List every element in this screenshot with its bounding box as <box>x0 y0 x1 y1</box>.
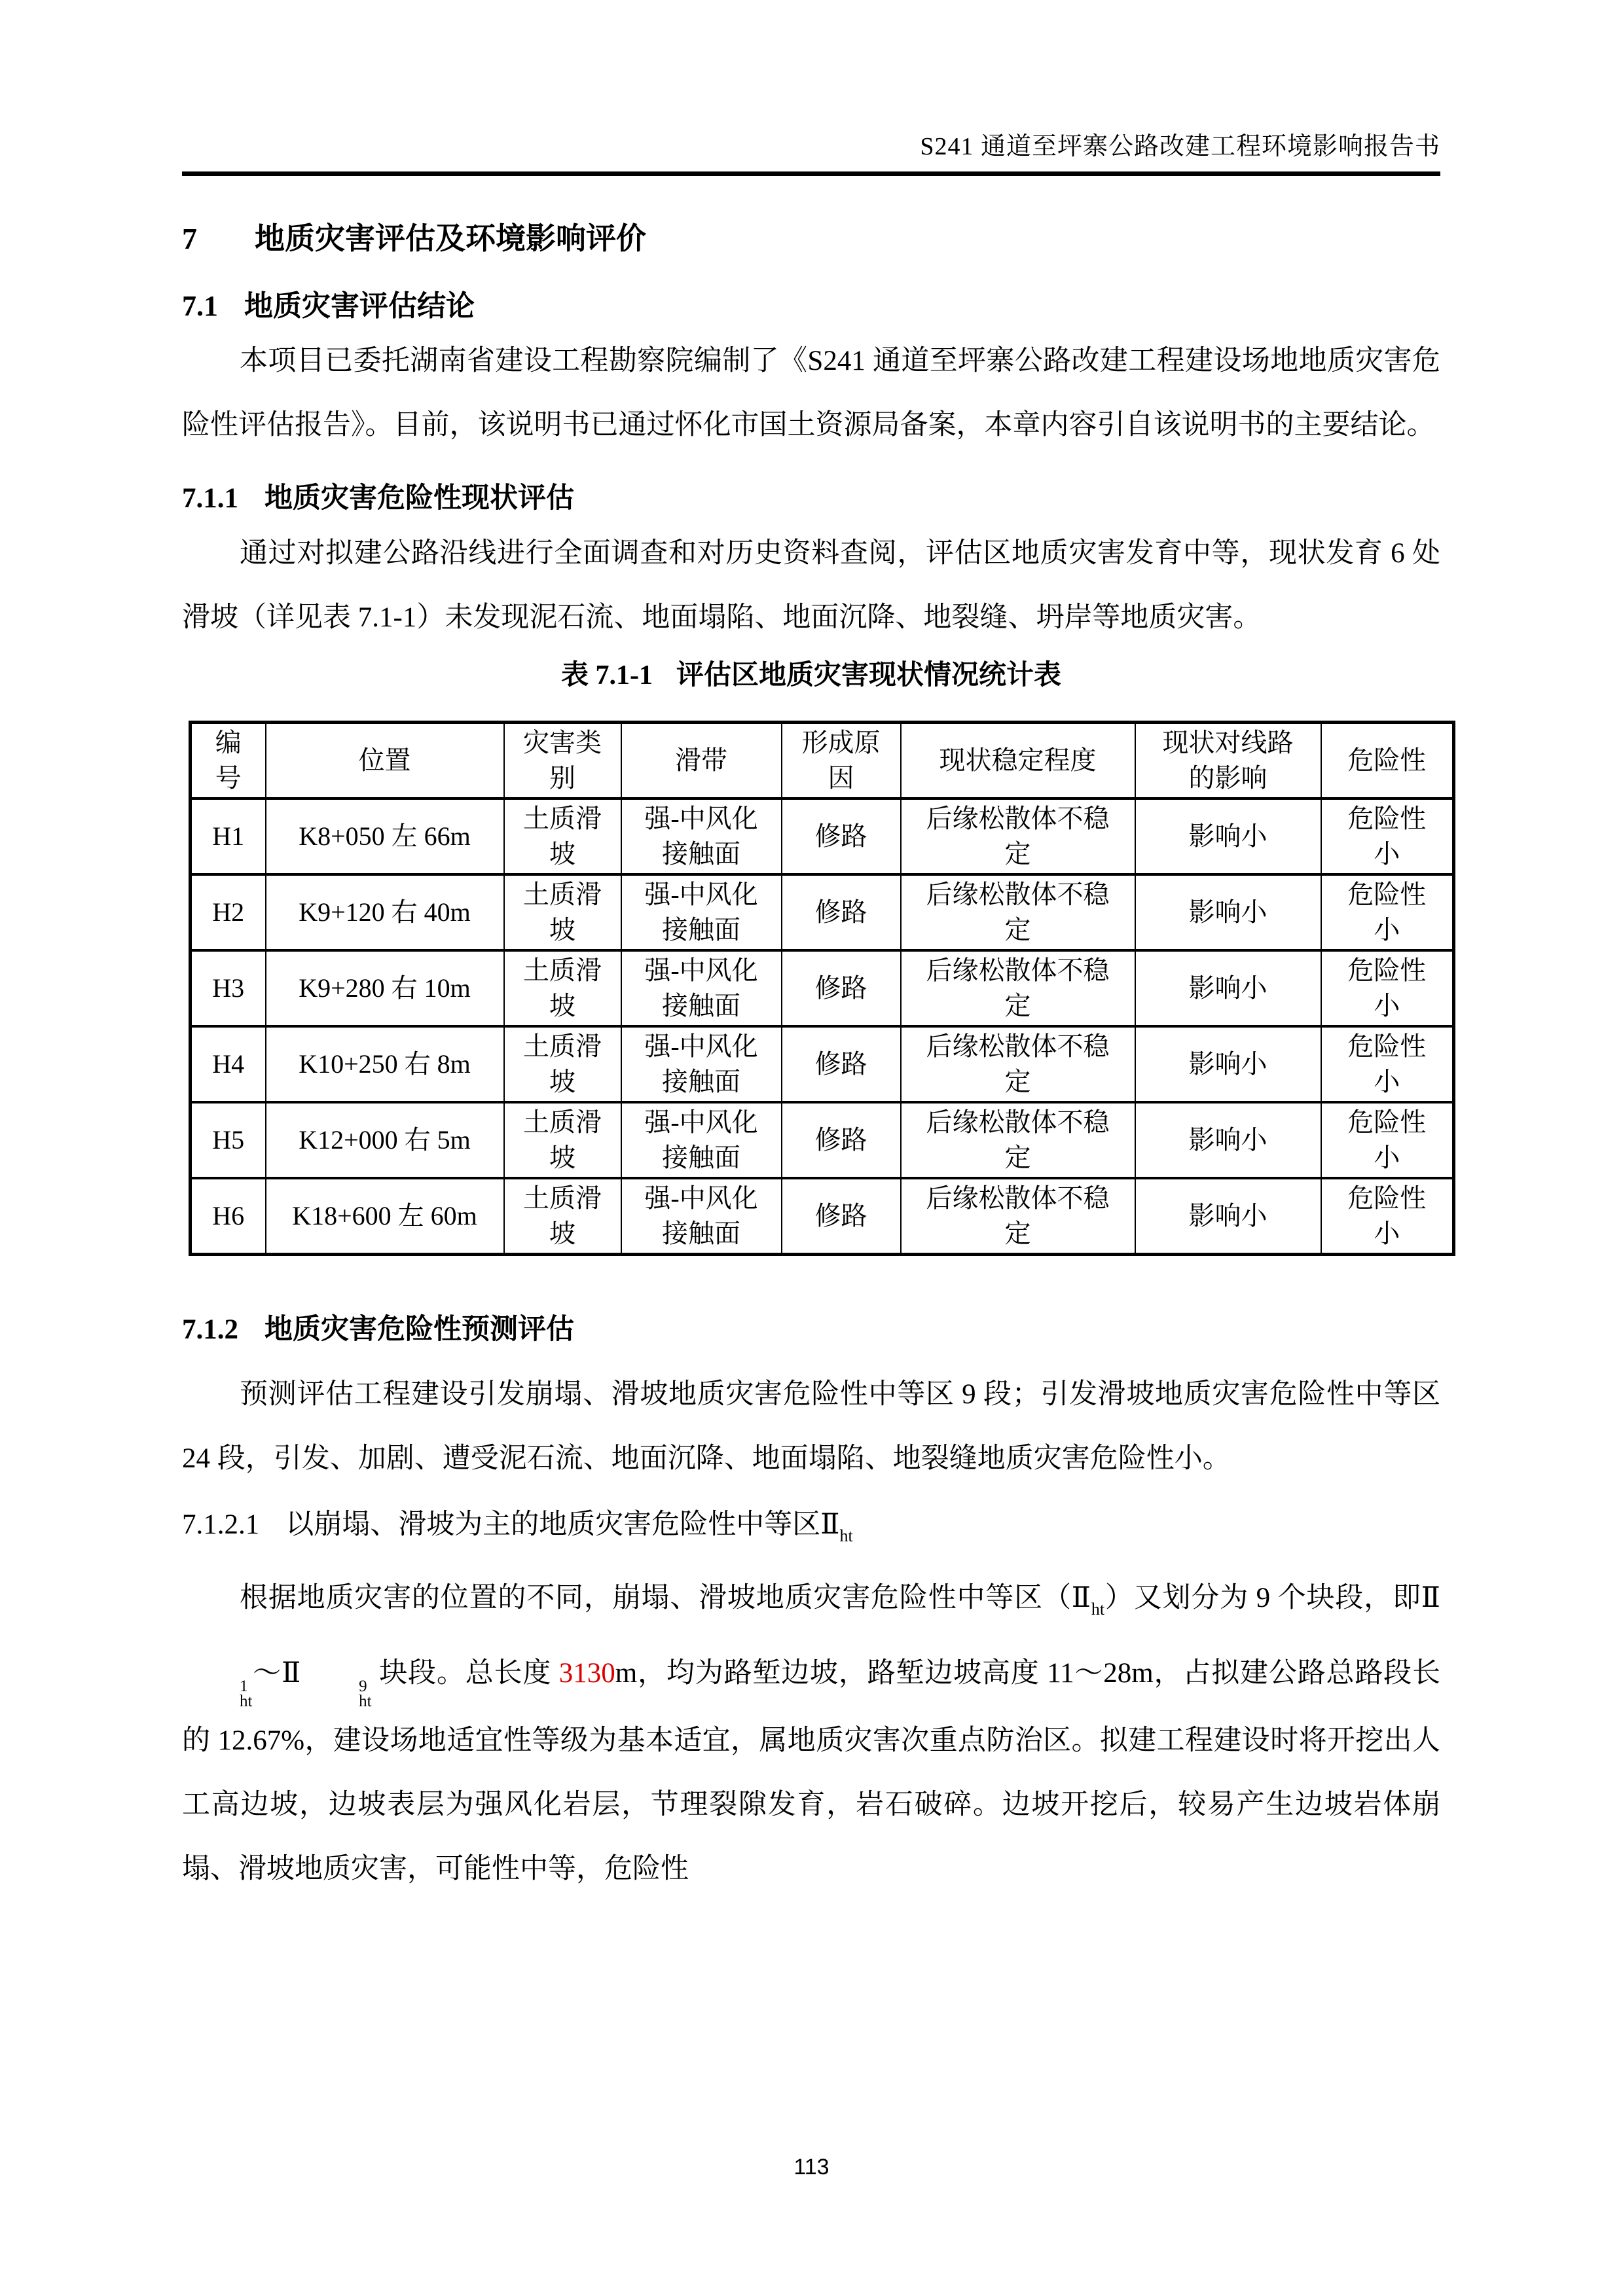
table-cell: 影响小 <box>1135 874 1321 950</box>
table-cell: 影响小 <box>1135 1102 1321 1178</box>
table-row <box>191 950 1454 1026</box>
hazard-status-table <box>189 721 1455 1256</box>
table-header-cell: 现状稳定程度 <box>901 723 1135 799</box>
table-cell: H1 <box>191 798 266 874</box>
table-cell: 危险性小 <box>1321 1026 1454 1102</box>
table-cell: 土质滑坡 <box>504 1026 621 1102</box>
table-cell: H6 <box>191 1178 266 1255</box>
table-row <box>191 1102 1454 1178</box>
table-cell: 危险性小 <box>1321 950 1454 1026</box>
table-row <box>191 1026 1454 1102</box>
table-cell: H5 <box>191 1102 266 1178</box>
paragraph-prediction: 预测评估工程建设引发崩塌、滑坡地质灾害危险性中等区 9 段；引发滑坡地质灾害危险性中等区 24 段，引发、加剧、遭受泥石流、地面沉降、地面塌陷、地裂缝地质灾害危险性小。 <box>182 1379 1440 1474</box>
table-cell: K8+050 左 66m <box>266 798 504 874</box>
table-row <box>191 1178 1454 1255</box>
table-header-row <box>191 723 1454 799</box>
table-cell: 强-中风化接触面 <box>621 798 782 874</box>
table-header-cell: 现状对线路的影响 <box>1135 723 1321 799</box>
table-cell: 强-中风化接触面 <box>621 874 782 950</box>
heading-7 <box>182 222 1440 256</box>
heading-7-1-1-number: 7.1.1 <box>182 483 238 514</box>
heading-7-1-2-1-number: 7.1.2.1 <box>182 1509 260 1540</box>
table-cell: 后缘松散体不稳定 <box>901 798 1135 874</box>
table-cell: 影响小 <box>1135 950 1321 1026</box>
table-header-cell: 危险性 <box>1321 723 1454 799</box>
heading-7-1-text: 地质灾害评估结论 <box>244 290 475 322</box>
table-header-cell: 形成原因 <box>782 723 901 799</box>
table-cell: 强-中风化接触面 <box>621 1026 782 1102</box>
heading-7-1-1 <box>182 482 1440 515</box>
table-cell: 后缘松散体不稳定 <box>901 950 1135 1026</box>
heading-7-1 <box>182 290 1440 323</box>
heading-7-1-2-number: 7.1.2 <box>182 1314 238 1345</box>
table-cell: 土质滑坡 <box>504 950 621 1026</box>
heading-7-1-number: 7.1 <box>182 290 218 322</box>
table-cell: 后缘松散体不稳定 <box>901 874 1135 950</box>
table-cell: 修路 <box>782 950 901 1026</box>
paragraph-current-status: 通过对拟建公路沿线进行全面调查和对历史资料查阅，评估区地质灾害发育中等，现状发育 6 处滑坡（详见表 7.1-1）未发现泥石流、地面塌陷、地面沉降、地裂缝、坍岸等地质灾害。 <box>182 538 1440 633</box>
table-caption-text: 评估区地质灾害现状情况统计表 <box>676 660 1061 691</box>
table-cell: H3 <box>191 950 266 1026</box>
zone-index-notation: 1 ht <box>240 1677 253 1710</box>
table-row <box>191 874 1454 950</box>
heading-7-text: 地质灾害评估及环境影响评价 <box>255 222 646 255</box>
table-cell: K12+000 右 5m <box>266 1102 504 1178</box>
table-cell: H2 <box>191 874 266 950</box>
heading-7-1-2-text: 地质灾害危险性预测评估 <box>264 1314 574 1345</box>
heading-7-number: 7 <box>182 222 197 255</box>
heading-7-1-2-1 <box>182 1507 1440 1554</box>
table-cell: K10+250 右 8m <box>266 1026 504 1102</box>
page-number: 113 <box>793 2155 830 2179</box>
table-row <box>191 798 1454 874</box>
table-cell: 修路 <box>782 798 901 874</box>
table-cell: 土质滑坡 <box>504 798 621 874</box>
table-cell: 影响小 <box>1135 1026 1321 1102</box>
table-cell: 后缘松散体不稳定 <box>901 1026 1135 1102</box>
table-cell: 土质滑坡 <box>504 1102 621 1178</box>
table-cell: 修路 <box>782 874 901 950</box>
table-cell: H4 <box>191 1026 266 1102</box>
table-cell: 强-中风化接触面 <box>621 1178 782 1255</box>
table-caption <box>182 656 1440 694</box>
table-cell: 危险性小 <box>1321 798 1454 874</box>
table-cell: 后缘松散体不稳定 <box>901 1178 1135 1255</box>
paragraph-project-commission: 本项目已委托湖南省建设工程勘察院编制了《S241 通道至坪寨公路改建工程建设场地地质灾害危险性评估报告》。目前，该说明书已通过怀化市国土资源局备案，本章内容引自该说明书的主要结论。 <box>182 346 1440 440</box>
table-cell: 危险性小 <box>1321 1178 1454 1255</box>
table-header-cell: 位置 <box>266 723 504 799</box>
running-header-title: S241 通道至坪寨公路改建工程环境影响报告书 <box>920 133 1440 160</box>
table-cell: K18+600 左 60m <box>266 1178 504 1255</box>
heading-7-1-1-text: 地质灾害危险性现状评估 <box>264 483 574 514</box>
table-cell: 危险性小 <box>1321 1102 1454 1178</box>
table-header-cell: 灾害类别 <box>504 723 621 799</box>
table-cell: 土质滑坡 <box>504 1178 621 1255</box>
table-header-cell: 编号 <box>191 723 266 799</box>
header-rule <box>182 171 1440 176</box>
table-cell: 强-中风化接触面 <box>621 1102 782 1178</box>
table-cell: 危险性小 <box>1321 874 1454 950</box>
heading-7-1-2-1-text: 以崩塌、滑坡为主的地质灾害危险性中等区$Ⅱ_{ht}$ <box>285 1509 853 1545</box>
table-caption-label: 表 7.1-1 <box>560 660 653 691</box>
table-cell: 修路 <box>782 1026 901 1102</box>
table-cell: 强-中风化接触面 <box>621 950 782 1026</box>
table-cell: 后缘松散体不稳定 <box>901 1102 1135 1178</box>
table-cell: K9+120 右 40m <box>266 874 504 950</box>
heading-7-1-2 <box>182 1314 1440 1346</box>
table-cell: 影响小 <box>1135 798 1321 874</box>
table-cell: 影响小 <box>1135 1178 1321 1255</box>
table-cell: 修路 <box>782 1178 901 1255</box>
table-cell: K9+280 右 10m <box>266 950 504 1026</box>
zone-index-notation: 9 ht <box>359 1677 372 1710</box>
table-cell: 修路 <box>782 1102 901 1178</box>
table-header-cell: 滑带 <box>621 723 782 799</box>
paragraph-zone-subdivision: 根据地质灾害的位置的不同，崩塌、滑坡地质灾害危险性中等区$(Ⅱ_{ht})$又划分为 9 个块段，即Ⅱ 1 ht ～Ⅱ 9 ht 块段。总长度 3130m，均为路堑边坡，路堑边坡高度 11～28m，占拟建公路总路段长的 12.67%，建设场地适宜性等级为基本适宜，属地质灾害次重点防治区。拟建工程建设时将开挖出人工高边坡，边坡表层为强风化岩层，节理裂隙发育，岩石破碎。边坡开挖后，较易产生边坡岩体崩塌、滑坡地质灾害，可能性中等，危险性 <box>182 1583 1440 1884</box>
table-cell: 土质滑坡 <box>504 874 621 950</box>
